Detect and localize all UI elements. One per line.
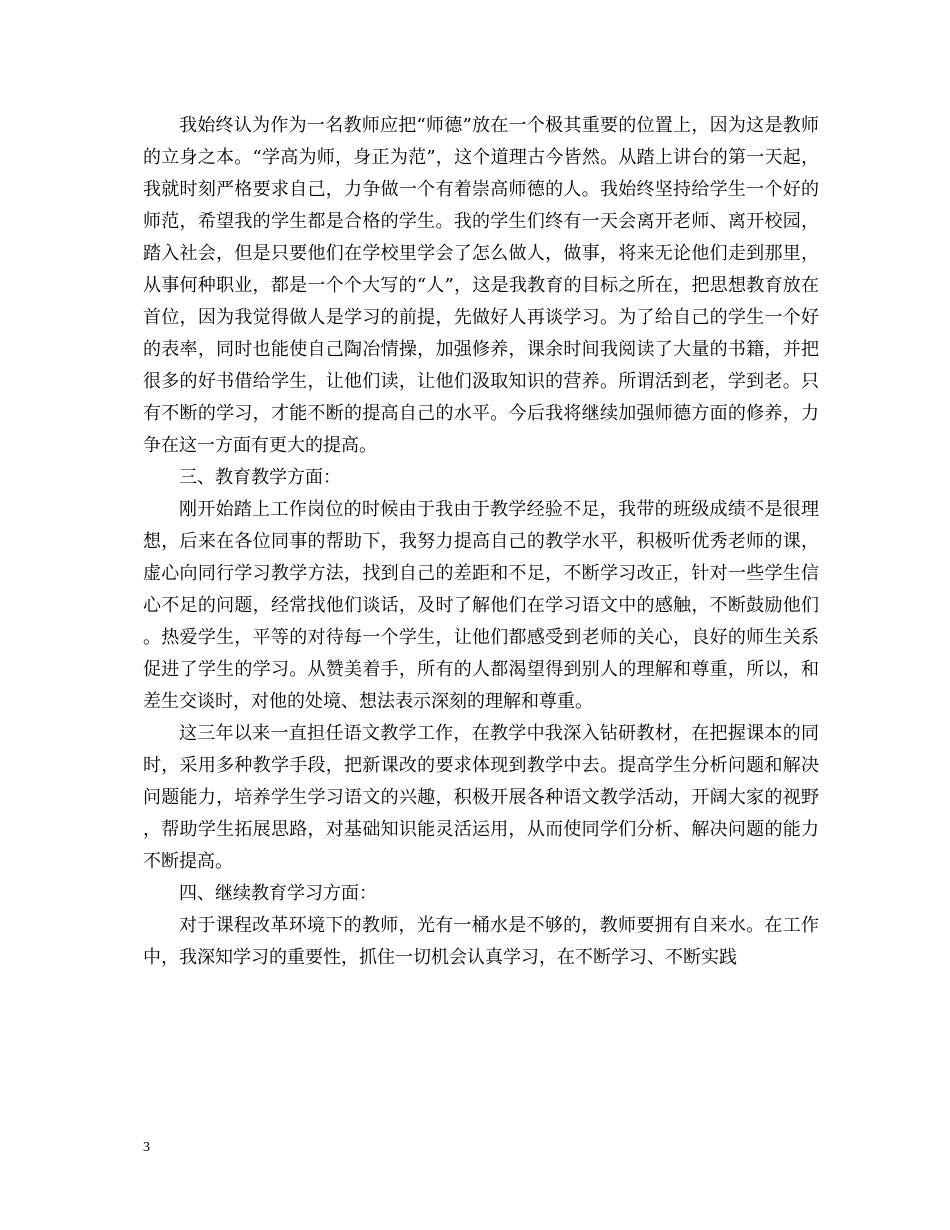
section-heading-continuing-education: 四、继续教育学习方面： bbox=[179, 883, 377, 904]
section-heading-teaching: 三、教育教学方面： bbox=[179, 467, 341, 488]
paragraph-teaching-start: 刚开始踏上工作岗位的时候由于我由于教学经验不足，我带的班级成绩不是很理想，后来在各位同事的帮助下，我努力提高自己的教学水平，积极听优秀老师的课，虚心向同行学习教学方法，找到自己的差距和不足，不断学习改正，针对一些学生信心不足的问题，经常找他们谈话，及时了解他们在学习语文中的感触，不断鼓励他们。热爱学生，平等的对待每一个学生，让他们都感受到老师的关心，良好的师生关系促进了学生的学习。从赞美着手，所有的人都渴望得到别人的理解和尊重，所以，和差生交谈时，对他的处境、想法表示深刻的理解和尊重。 bbox=[143, 499, 819, 712]
paragraph-teacher-ethics: 我始终认为作为一名教师应把“师德”放在一个极其重要的位置上，因为这是教师的立身之本。“学高为师，身正为范”，这个道理古今皆然。从踏上讲台的第一天起，我就时刻严格要求自己，力争做一个有着崇高师德的人。我始终坚持给学生一个好的师范，希望我的学生都是合格的学生。我的学生们终有一天会离开老师、离开校园，踏入社会，但是只要他们在学校里学会了怎么做人，做事，将来无论他们走到那里，从事何种职业，都是一个个大写的“人”，这是我教育的目标之所在，把思想教育放在首位，因为我觉得做人是学习的前提，先做好人再谈学习。为了给自己的学生一个好的表率，同时也能使自己陶冶情操，加强修养，课余时间我阅读了大量的书籍，并把很多的好书借给学生，让他们读，让他们汲取知识的营养。所谓活到老，学到老。只有不断的学习，才能不断的提高自己的水平。今后我将继续加强师德方面的修养，力争在这一方面有更大的提高。 bbox=[143, 115, 819, 456]
paragraph-chinese-teaching: 这三年以来一直担任语文教学工作，在教学中我深入钻研教材，在把握课本的同时，采用多种教学手段，把新课改的要求体现到教学中去。提高学生分析问题和解决问题能力，培养学生学习语文的兴趣，积极开展各种语文教学活动，开阔大家的视野，帮助学生拓展思路，对基础知识能灵活运用，从而使同学们分析、解决问题的能力不断提高。 bbox=[143, 723, 819, 872]
page-number: 3 bbox=[143, 1140, 150, 1155]
document-body bbox=[143, 110, 819, 974]
paragraph-continuing-education: 对于课程改革环境下的教师，光有一桶水是不够的，教师要拥有自来水。在工作中，我深知学习的重要性，抓住一切机会认真学习，在不断学习、不断实践 bbox=[143, 915, 819, 968]
